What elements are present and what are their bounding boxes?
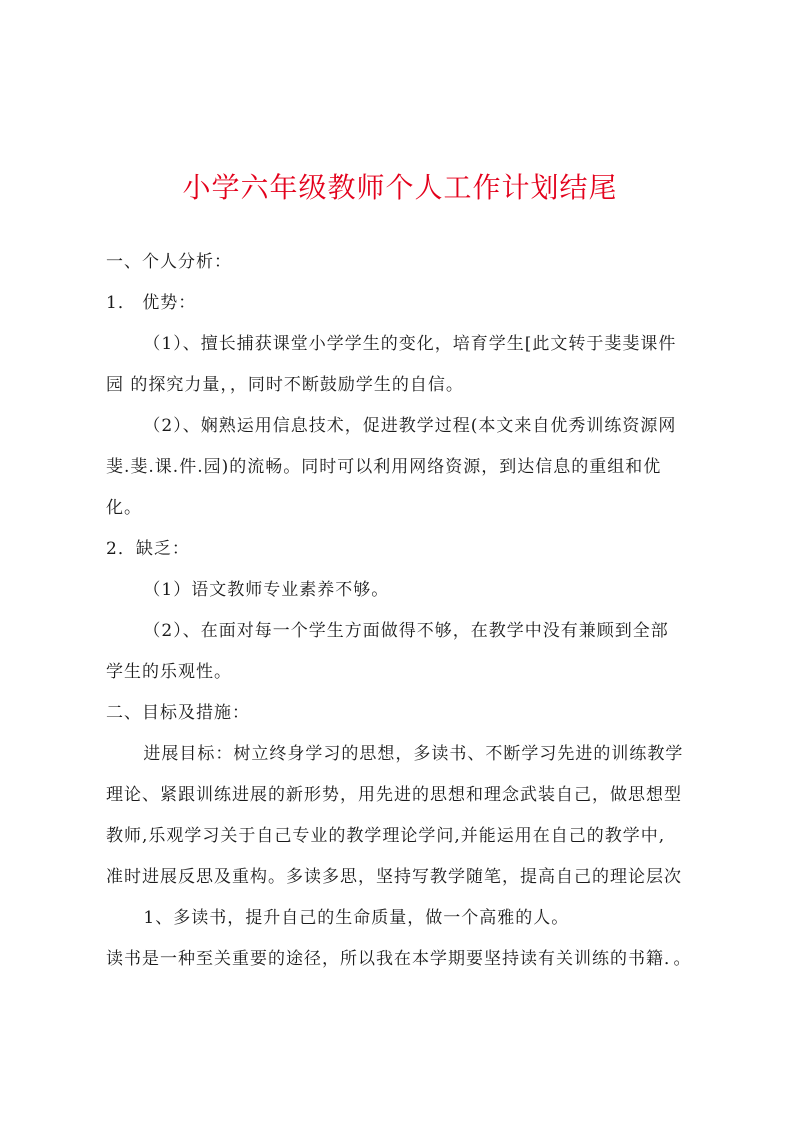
paragraph-line: 1、多读书，提升自己的生命质量，做一个高雅的人。 [143, 908, 570, 928]
document-title: 小学六年级教师个人工作计划结尾 [182, 171, 618, 204]
subsection-heading: 2．缺乏： [106, 539, 190, 559]
paragraph-line: （2）、在面对每一个学生方面做得不够，在教学中没有兼顾到全部 [143, 621, 669, 641]
paragraph-line: 进展目标：树立终身学习的思想，多读书、不断学习先进的训练教学 [143, 744, 684, 764]
paragraph-line: 教师,乐观学习关于自己专业的教学理论学问,并能运用在自己的教学中, [106, 826, 666, 846]
paragraph-line: 理论、紧跟训练进展的新形势，用先进的思想和理念武装自己，做思想型 [106, 785, 682, 805]
section-heading: 二、目标及措施： [106, 703, 250, 723]
paragraph-line: 准时进展反思及重构。多读多思，坚持写教学随笔，提高自己的理论层次 [106, 867, 682, 887]
paragraph-line: 斐.斐.课.件.园)的流畅。同时可以利用网络资源，到达信息的重组和优 [106, 457, 662, 477]
paragraph-line: （1）、擅长捕获课堂小学学生的变化，培育学生[此文转于斐斐课件 [143, 334, 677, 354]
subsection-heading: 1． 优势： [106, 293, 197, 313]
section-heading: 一、个人分析： [106, 252, 232, 272]
paragraph-line: 学生的乐观性。 [106, 662, 232, 682]
paragraph-line: 园 的探究力量，，同时不断鼓励学生的自信。 [106, 375, 464, 395]
paragraph-line: 化。 [106, 498, 142, 518]
paragraph-line: （1）语文教师专业素养不够。 [143, 580, 390, 600]
paragraph-line: （2）、娴熟运用信息技术，促进教学过程(本文来自优秀训练资源网 [143, 416, 677, 436]
paragraph-line: 读书是一种至关重要的途径，所以我在本学期要坚持读有关训练的书籍．。 [106, 949, 692, 969]
document-body [106, 242, 700, 980]
